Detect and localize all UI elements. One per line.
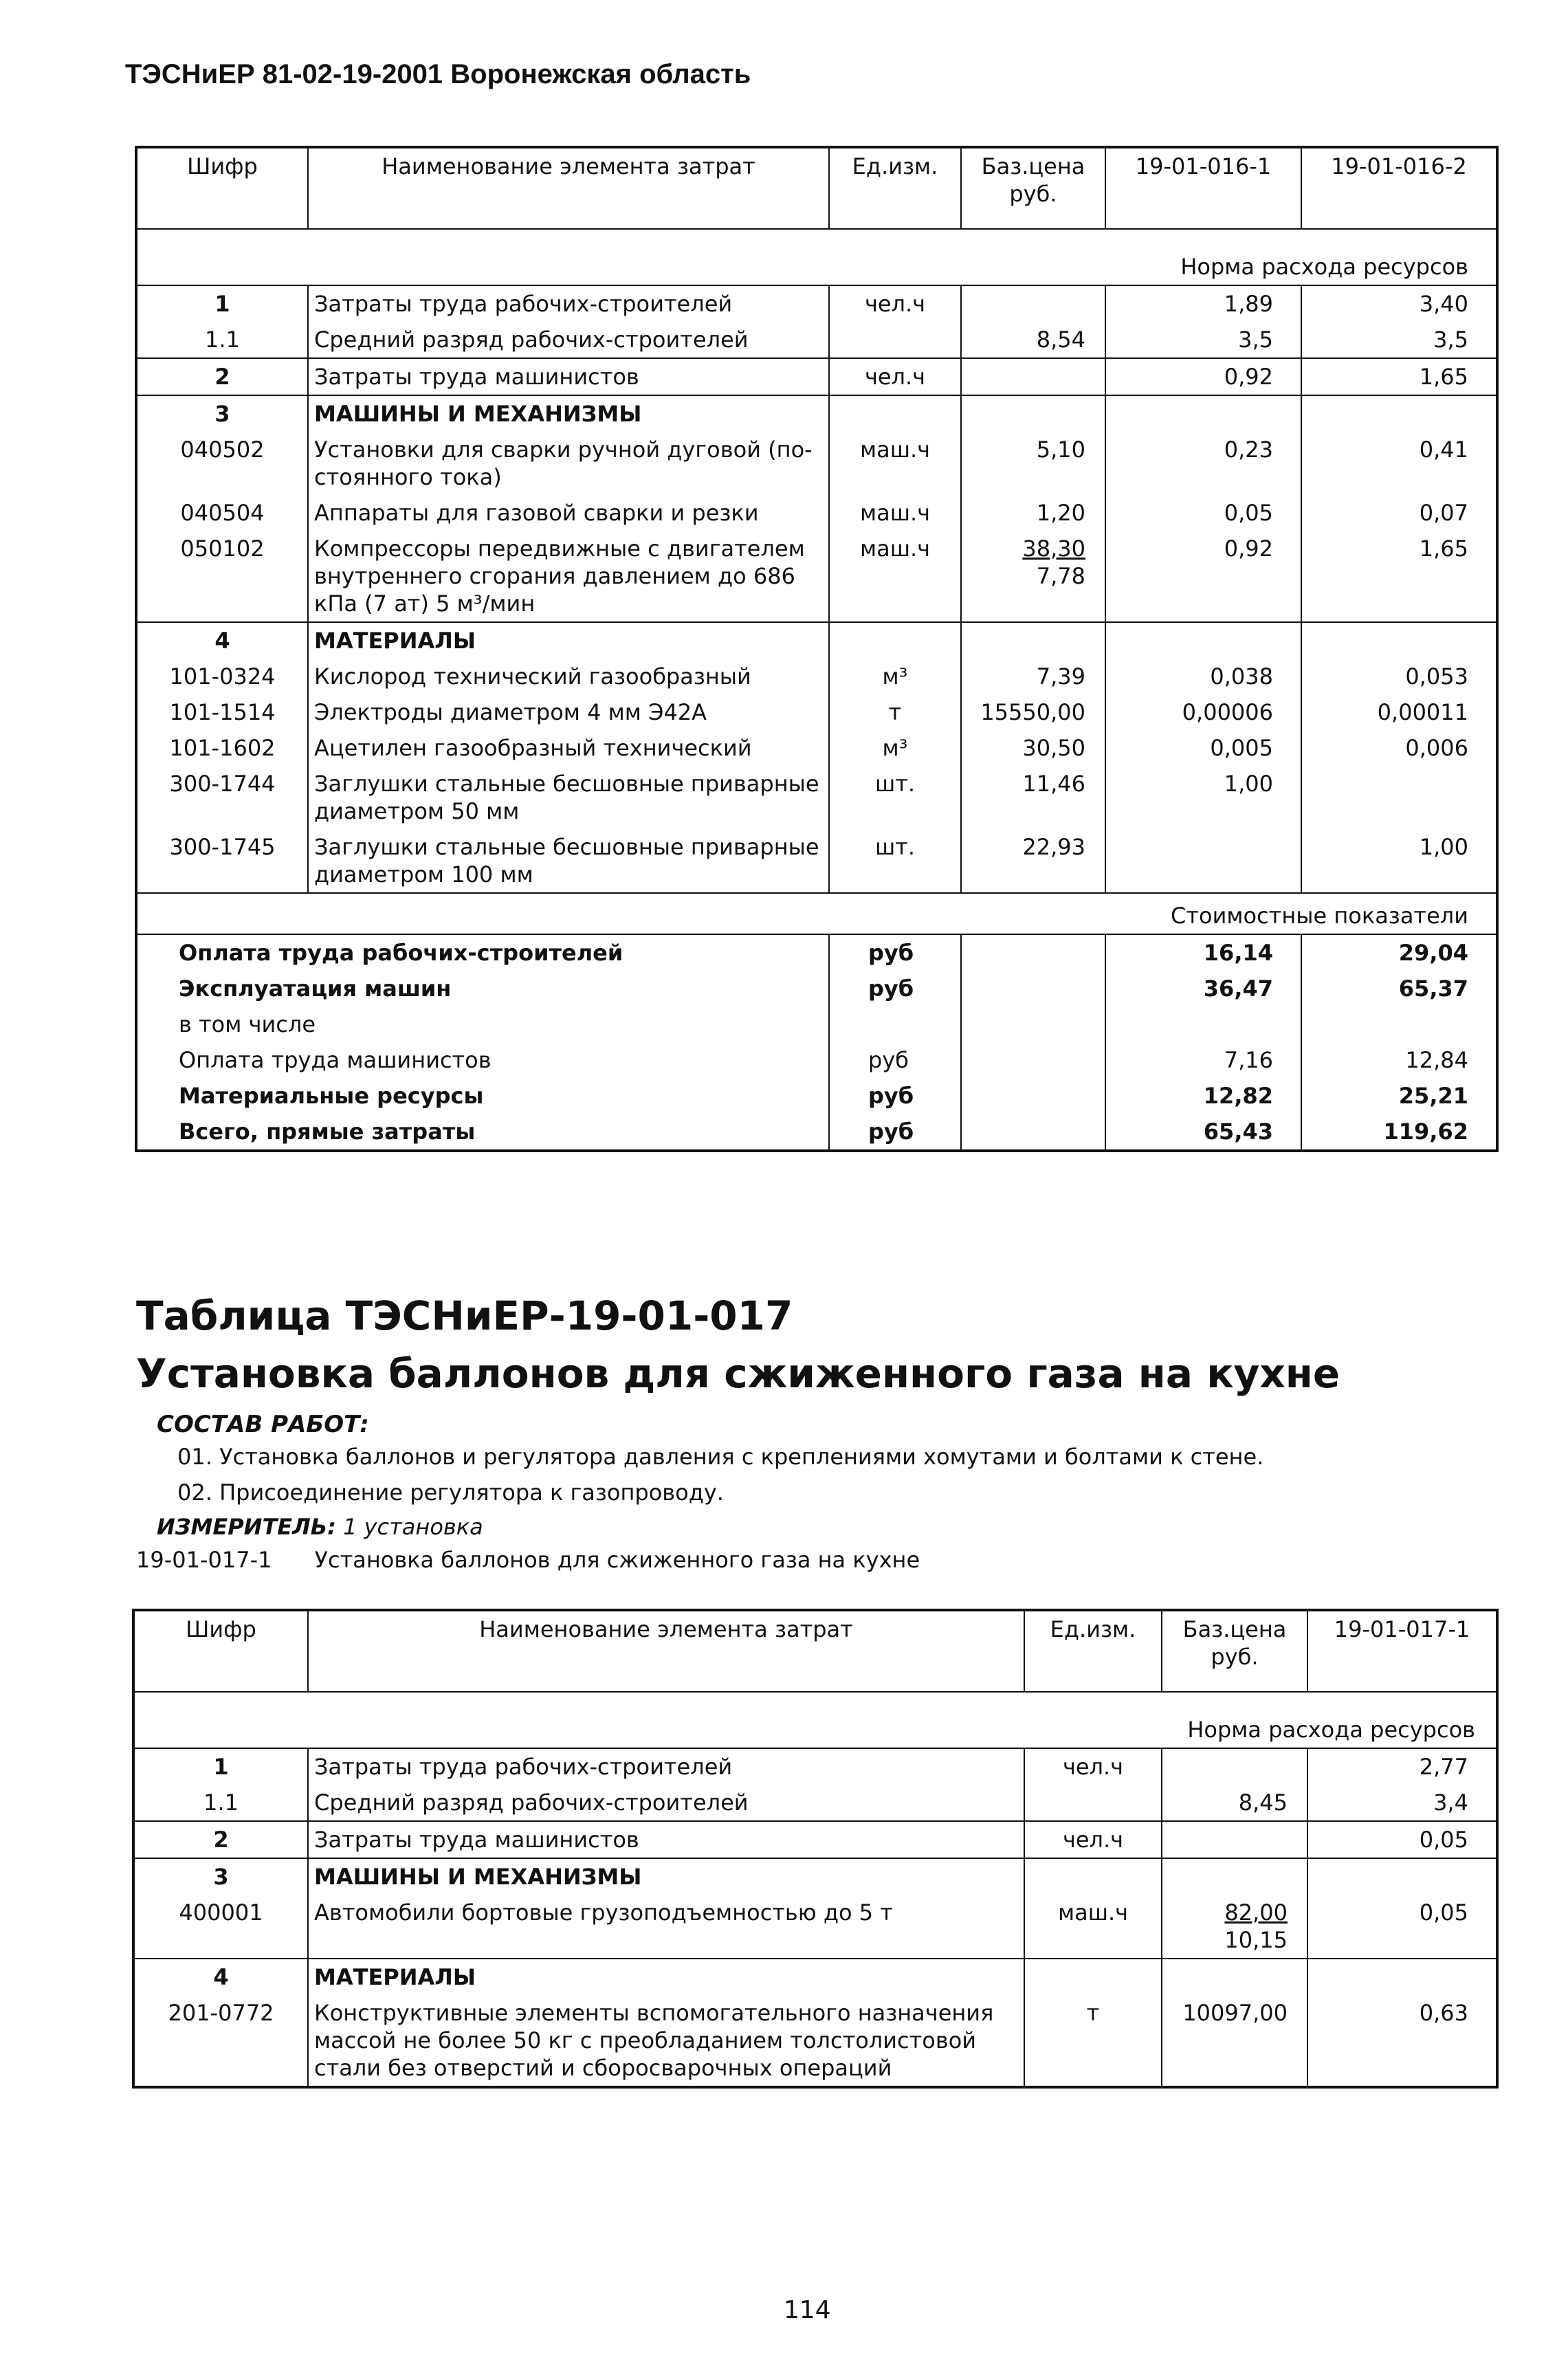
- price-old: 82,00: [1224, 1899, 1288, 1926]
- measure-label: ИЗМЕРИТЕЛЬ:: [157, 1514, 336, 1540]
- cell-value: 0,41: [1301, 432, 1497, 495]
- cell-code: 3: [214, 401, 230, 427]
- cell-price: [961, 358, 1105, 395]
- cell-value: 0,005: [1105, 730, 1301, 766]
- cell-name: Компрессоры передвижные с двигателем внутреннего сгорания давлением до 686 кПа (7 ат) 5 м³/мин: [308, 531, 829, 622]
- cell-name: Установки для сварки ручной дуговой (по-стоянного тока): [308, 432, 829, 495]
- col-header: Баз.цена руб.: [1162, 1610, 1307, 1692]
- cell-value: 0,05: [1307, 1895, 1497, 1959]
- cell-code: 1.1: [133, 1785, 308, 1821]
- cell-price: 8,54: [961, 322, 1105, 358]
- cost-row: [136, 1006, 1497, 1042]
- cell-value: 0,038: [1105, 659, 1301, 694]
- cost-label-row: [136, 893, 1497, 934]
- cell-unit: т: [829, 694, 961, 730]
- table-row: [136, 829, 1497, 893]
- table-row: [136, 495, 1497, 531]
- cell-value: 2,77: [1307, 1748, 1497, 1785]
- cell-value: 0,00011: [1301, 694, 1497, 730]
- cell-name: Средний разряд рабочих-строителей: [308, 1785, 1024, 1821]
- cell-value: 1,00: [1301, 829, 1497, 893]
- cell-code: 1: [213, 1754, 229, 1780]
- cost-value: 12,84: [1301, 1042, 1497, 1078]
- cost-value: 29,04: [1301, 934, 1497, 971]
- section-row: [133, 1858, 1497, 1895]
- table-row: [136, 285, 1497, 322]
- table-row: [136, 730, 1497, 766]
- work-item: 01. Установка баллонов и регулятора давления с креплениями хомутами и болтами к стене.: [177, 1444, 1264, 1470]
- work-composition-label: СОСТАВ РАБОТ:: [157, 1411, 369, 1438]
- cost-unit: [829, 1006, 961, 1042]
- cell-name: Затраты труда машинистов: [308, 358, 829, 395]
- cell-price: 1,20: [961, 495, 1105, 531]
- table-title: Таблица ТЭСНиЕР-19-01-017: [136, 1292, 793, 1339]
- norm-label-row: [133, 1692, 1497, 1748]
- cost-value: 25,21: [1301, 1078, 1497, 1114]
- cell-value: 1,65: [1301, 531, 1497, 622]
- work-item: 02. Присоединение регулятора к газопроводу.: [177, 1479, 724, 1506]
- cost-value: 119,62: [1301, 1114, 1497, 1151]
- cell-unit: чел.ч: [1024, 1821, 1162, 1858]
- col-header: Ед.изм.: [1024, 1610, 1162, 1692]
- col-header: Ед.изм.: [829, 147, 961, 229]
- cell-value: 3,5: [1105, 322, 1301, 358]
- cell-unit: маш.ч: [829, 531, 961, 622]
- page-header: ТЭСНиЕР 81-02-19-2001 Воронежская область: [125, 59, 751, 89]
- section-row: [136, 622, 1497, 659]
- cell-code: 040504: [180, 500, 265, 526]
- cell-value: 0,00006: [1105, 694, 1301, 730]
- cell-value: [1301, 766, 1497, 829]
- cell-unit: маш.ч: [829, 495, 961, 531]
- cost-unit: руб: [829, 971, 961, 1006]
- cell-value: 3,5: [1301, 322, 1497, 358]
- col-header: Шифр: [133, 1610, 308, 1692]
- cost-name: Оплата труда рабочих-строителей: [179, 940, 623, 966]
- norm-label: Норма расхода ресурсов: [136, 229, 1497, 285]
- cell-code: 400001: [133, 1895, 308, 1959]
- page-number: 114: [784, 2296, 831, 2324]
- col-header: Наименование элемента затрат: [308, 1610, 1024, 1692]
- cell-price: 7,39: [961, 659, 1105, 694]
- cell-name: Аппараты для газовой сварки и резки: [308, 495, 829, 531]
- cell-code: 050102: [136, 531, 308, 622]
- section-title: МАШИНЫ И МЕХАНИЗМЫ: [308, 1858, 1024, 1895]
- cell-code: 040502: [180, 437, 265, 463]
- cost-value: 12,82: [1105, 1078, 1301, 1114]
- cell-price: [961, 285, 1105, 322]
- col-header: Баз.цена руб.: [961, 147, 1105, 229]
- cell-price: 10097,00: [1162, 1995, 1307, 2087]
- cell-name: Затраты труда машинистов: [308, 1821, 1024, 1858]
- section-title: МАТЕРИАЛЫ: [308, 622, 829, 659]
- col-header: 19-01-016-1: [1105, 147, 1301, 229]
- section-row: [136, 395, 1497, 432]
- cell-code: 101-1602: [169, 735, 276, 761]
- cell-price: 11,46: [961, 766, 1105, 829]
- cost-unit: руб: [829, 1114, 961, 1151]
- cost-name: Оплата труда машинистов: [179, 1047, 492, 1073]
- cell-code: 1: [214, 291, 230, 317]
- cost-row: [136, 1078, 1497, 1114]
- measure-value: 1 установка: [343, 1514, 483, 1540]
- cost-unit: руб: [829, 1042, 961, 1078]
- table-row: [136, 659, 1497, 694]
- cell-code: 2: [136, 358, 308, 395]
- cell-name: Заглушки стальные бесшовные приварные диаметром 50 мм: [308, 766, 829, 829]
- cell-code: 201-0772: [168, 2000, 274, 2026]
- cost-name: Эксплуатация машин: [179, 976, 452, 1002]
- table-row: [136, 531, 1497, 622]
- cell-code: 2: [133, 1821, 308, 1858]
- price-old: 38,30: [1022, 536, 1085, 562]
- cost-row: [136, 971, 1497, 1006]
- cost-name: в том числе: [179, 1011, 316, 1037]
- col-header: 19-01-017-1: [1307, 1610, 1497, 1692]
- cell-code: 300-1744: [169, 771, 276, 797]
- table-row: [133, 1995, 1497, 2087]
- cell-name: Затраты труда рабочих-строителей: [308, 1748, 1024, 1785]
- cell-name: Средний разряд рабочих-строителей: [308, 322, 829, 358]
- cell-unit: чел.ч: [829, 358, 961, 395]
- table-row: [136, 694, 1497, 730]
- price-new: 7,78: [1036, 563, 1085, 589]
- cost-row: [136, 1042, 1497, 1078]
- cell-unit: т: [1024, 1995, 1162, 2087]
- resource-table-2: [132, 1609, 1499, 2089]
- table-row: [133, 1821, 1497, 1858]
- cell-name: Ацетилен газообразный технический: [308, 730, 829, 766]
- cost-unit: руб: [829, 934, 961, 971]
- cost-name: Всего, прямые затраты: [179, 1119, 476, 1145]
- cell-unit: маш.ч: [1024, 1895, 1162, 1959]
- cell-unit: [829, 322, 961, 358]
- table-row: [133, 1748, 1497, 1785]
- cell-name: Автомобили бортовые грузоподъемностью до 5 т: [308, 1895, 1024, 1959]
- cell-value: 3,4: [1307, 1785, 1497, 1821]
- section-title: МАТЕРИАЛЫ: [308, 1959, 1024, 1995]
- norm-label: Норма расхода ресурсов: [133, 1692, 1497, 1748]
- cell-value: 1,00: [1105, 766, 1301, 829]
- cell-unit: м³: [829, 659, 961, 694]
- cell-name: Электроды диаметром 4 мм Э42А: [308, 694, 829, 730]
- cost-row: [136, 934, 1497, 971]
- norm-code-line: [136, 1547, 920, 1573]
- section-title: МАШИНЫ И МЕХАНИЗМЫ: [308, 395, 829, 432]
- table-row: [136, 358, 1497, 395]
- cell-code: 4: [214, 628, 230, 654]
- table-header-row: [136, 147, 1497, 229]
- cell-value: 0,23: [1105, 432, 1301, 495]
- col-header: 19-01-016-2: [1301, 147, 1497, 229]
- cost-value: 7,16: [1105, 1042, 1301, 1078]
- cell-unit: чел.ч: [1024, 1748, 1162, 1785]
- table-subtitle: Установка баллонов для сжиженного газа на кухне: [136, 1350, 1340, 1397]
- cell-price: 8,45: [1162, 1785, 1307, 1821]
- cell-price: 22,93: [961, 829, 1105, 893]
- measure-line: [157, 1514, 483, 1540]
- cell-value: [1105, 829, 1301, 893]
- table-row: [133, 1895, 1497, 1959]
- cell-unit: чел.ч: [829, 285, 961, 322]
- col-header: Шифр: [136, 147, 308, 229]
- norm-code: 19-01-017-1: [136, 1547, 272, 1573]
- cell-unit: шт.: [829, 766, 961, 829]
- cost-value: [1105, 1006, 1301, 1042]
- section-row: [133, 1959, 1497, 1995]
- price-new: 10,15: [1224, 1927, 1288, 1953]
- cell-price: [961, 531, 1105, 622]
- cost-label: Стоимостные показатели: [136, 893, 1497, 934]
- cell-value: 0,07: [1301, 495, 1497, 531]
- table-row: [136, 322, 1497, 358]
- cell-value: 3,40: [1301, 285, 1497, 322]
- cell-unit: шт.: [829, 829, 961, 893]
- cell-value: 1,65: [1301, 358, 1497, 395]
- cell-unit: [1024, 1785, 1162, 1821]
- table-row: [136, 432, 1497, 495]
- cost-value: 16,14: [1105, 934, 1301, 971]
- cell-price: [1162, 1748, 1307, 1785]
- table-row: [133, 1785, 1497, 1821]
- cell-price: [1162, 1895, 1307, 1959]
- cell-value: 0,053: [1301, 659, 1497, 694]
- cell-value: 0,63: [1307, 1995, 1497, 2087]
- cost-unit: руб: [829, 1078, 961, 1114]
- table-row: [136, 766, 1497, 829]
- cell-price: 30,50: [961, 730, 1105, 766]
- cell-code: 101-0324: [169, 663, 276, 690]
- cell-code: 101-1514: [169, 699, 276, 725]
- cell-unit: м³: [829, 730, 961, 766]
- cell-price: 5,10: [961, 432, 1105, 495]
- cost-row: [136, 1114, 1497, 1151]
- cell-code: 1.1: [136, 322, 308, 358]
- cost-value: 36,47: [1105, 971, 1301, 1006]
- cell-name: Кислород технический газообразный: [308, 659, 829, 694]
- cell-name: Заглушки стальные бесшовные приварные диаметром 100 мм: [308, 829, 829, 893]
- cell-name: Затраты труда рабочих-строителей: [308, 285, 829, 322]
- cell-value: 0,92: [1105, 358, 1301, 395]
- cell-code: 300-1745: [136, 829, 308, 893]
- cell-name: Конструктивные элементы вспомогательного назначения массой не более 50 кг с преобладанием толстолистовой стали без отверстий и сборосварочных операций: [308, 1995, 1024, 2087]
- norm-code-name: Установка баллонов для сжиженного газа на кухне: [314, 1547, 920, 1573]
- cell-price: 15550,00: [961, 694, 1105, 730]
- table-header-row: [133, 1610, 1497, 1692]
- resource-table-1: [135, 146, 1499, 1152]
- cost-value: 65,43: [1105, 1114, 1301, 1151]
- cell-price: [1162, 1821, 1307, 1858]
- col-header: Наименование элемента затрат: [308, 147, 829, 229]
- cell-code: 3: [213, 1864, 229, 1890]
- cost-value: [1301, 1006, 1497, 1042]
- cell-value: 0,05: [1307, 1821, 1497, 1858]
- cell-value: 1,89: [1105, 285, 1301, 322]
- cell-code: 4: [213, 1964, 229, 1990]
- cell-value: 0,05: [1105, 495, 1301, 531]
- cell-value: 0,92: [1105, 531, 1301, 622]
- cost-name: Материальные ресурсы: [179, 1083, 484, 1109]
- cell-value: 0,006: [1301, 730, 1497, 766]
- norm-label-row: [136, 229, 1497, 285]
- cell-unit: маш.ч: [829, 432, 961, 495]
- cost-value: 65,37: [1301, 971, 1497, 1006]
